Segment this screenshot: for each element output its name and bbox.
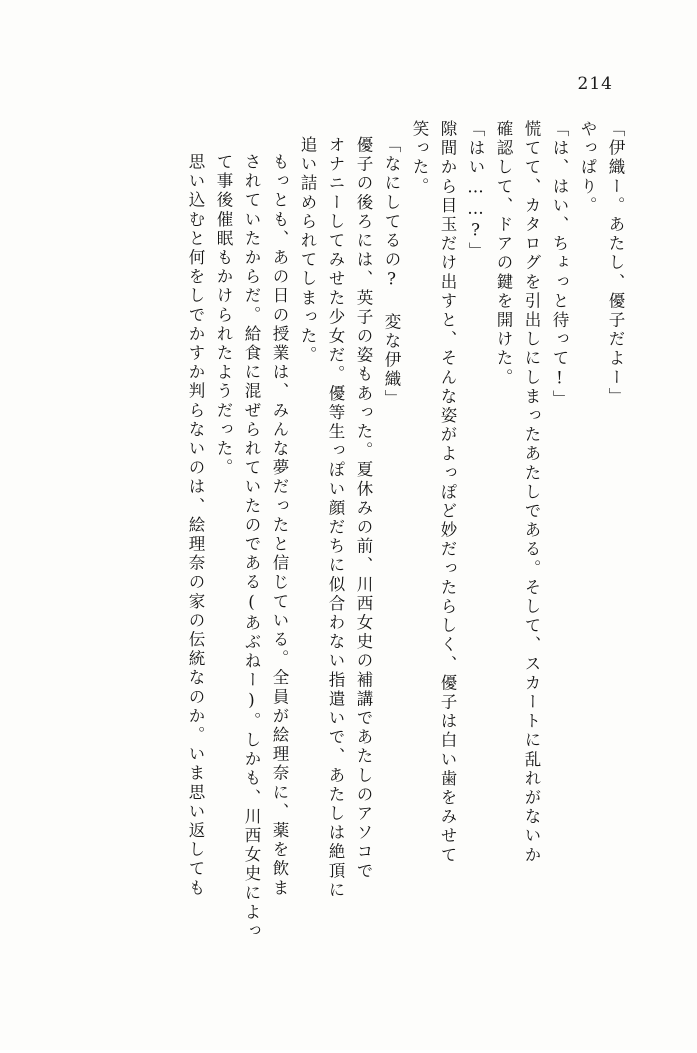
text-column: 「は、はい、ちょっと待って!」 [550, 120, 569, 409]
text-column: て事後催眠もかけられたようだった。 [214, 153, 233, 478]
text-column: 隙間から目玉だけ出すと、そんな姿がよっぽど妙だったらしく、優子は白い歯をみせて [438, 120, 457, 865]
text-column: されていたからだ。給食に混ぜられていたのである(あぶねー)。しかも、川西女史によっ [242, 153, 261, 942]
text-column: 追い詰められてしまった。 [298, 136, 317, 366]
text-column: やっぱり。 [578, 120, 597, 216]
text-column: 思い込むと何をしでかすか判らないのは、絵理奈の家の伝統なのか。いま思い返しても [186, 153, 205, 898]
text-column: 「なにしてるの? 変な伊織」 [382, 136, 401, 409]
text-column: 「はい……?」 [466, 120, 485, 262]
page-number: 214 [577, 74, 613, 94]
vertical-text-block [62, 120, 623, 1020]
text-column: もっとも、あの日の授業は、みんな夢だったと信じている。全員が絵理奈に、薬を飲ま [270, 153, 289, 898]
text-column: 優子の後ろには、英子の姿もあった。夏休みの前、川西女史の補講であたしのアソコで [354, 136, 373, 881]
text-column: 「伊織ー。あたし、優子だよー」 [606, 120, 625, 407]
text-column: 確認して、ドアの鍵を開けた。 [494, 120, 513, 388]
text-column: 慌てて、カタログを引出しにしまったあたしである。そして、スカートに乱れがないか [522, 120, 541, 865]
text-column: オナニーしてみせた少女だ。優等生っぽい顔だちに似合わない指遣いで、あたしは絶頂に [326, 136, 345, 900]
text-column: 笑った。 [410, 120, 429, 197]
